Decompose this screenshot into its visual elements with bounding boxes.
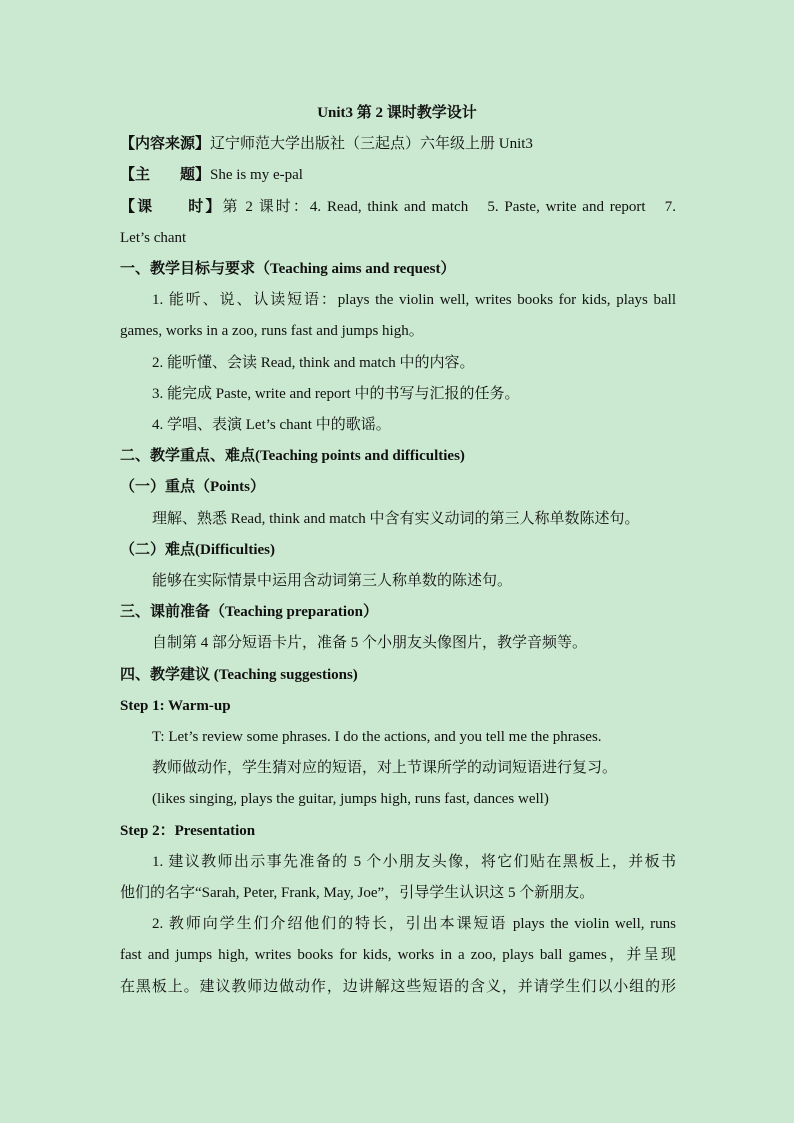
- step1-line1: T: Let’s review some phrases. I do the actions, and you tell me the phrases.: [152, 729, 602, 745]
- meta-period: [120, 197, 676, 217]
- meta-source: [120, 134, 676, 154]
- aim-2: 2. 能听懂、会读 Read, think and match 中的内容。: [152, 355, 475, 371]
- aim-1-line2: games, works in a zoo, runs fast and jumps high。: [120, 323, 424, 339]
- preparation-heading: 三、课前准备（Teaching preparation）: [120, 604, 378, 620]
- source-label: 【内容来源】: [120, 136, 211, 152]
- step2-p2-line1: 2. 教师向学生们介绍他们的特长，引出本课短语 plays the violin well, runs: [152, 916, 676, 932]
- aim-1-line1: 1. 能听、说、认读短语：plays the violin well, writes books for kids, plays ball: [152, 292, 676, 308]
- points-subheading: （一）重点（Points）: [120, 479, 266, 495]
- step2-p1-line1: 1. 建议教师出示事先准备的 5 个小朋友头像，将它们贴在黑板上，并板书: [152, 854, 676, 870]
- step1-line2: 教师做动作，学生猜对应的短语，对上节课所学的动词短语进行复习。: [152, 760, 618, 776]
- source-value: 辽宁师范大学出版社（三起点）六年级上册 Unit3: [210, 136, 533, 152]
- document-title: Unit3 第 2 课时教学设计: [317, 105, 477, 121]
- step1-line3: (likes singing, plays the guitar, jumps high, runs fast, dances well): [152, 791, 549, 807]
- preparation-text: 自制第 4 部分短语卡片，准备 5 个小朋友头像图片，教学音频等。: [152, 635, 588, 651]
- step2-p2-line2: fast and jumps high, writes books for kids, works in a zoo, plays ball games，并呈现: [120, 947, 676, 963]
- period-value-line1: 第 2 课时：4. Read, think and match 5. Paste, write and report 7.: [222, 199, 676, 215]
- topic-value: She is my e-pal: [210, 167, 303, 183]
- difficulties-subheading: （二）难点(Difficulties): [120, 542, 275, 558]
- period-label: 【课 时】: [120, 199, 223, 215]
- points-text: 理解、熟悉 Read, think and match 中含有实义动词的第三人称单数陈述句。: [152, 511, 640, 527]
- points-heading: 二、教学重点、难点(Teaching points and difficulties): [120, 448, 465, 464]
- aim-4: 4. 学唱、表演 Let’s chant 中的歌谣。: [152, 417, 391, 433]
- suggestions-heading: 四、教学建议 (Teaching suggestions): [120, 667, 358, 683]
- step2-heading: Step 2：Presentation: [120, 823, 256, 839]
- aim-3: 3. 能完成 Paste, write and report 中的书写与汇报的任务。: [152, 386, 520, 402]
- meta-topic: [120, 165, 676, 185]
- step2-p1-line2: 他们的名字“Sarah, Peter, Frank, May, Joe”，引导学生认识这 5 个新朋友。: [120, 885, 595, 901]
- step2-p2-line3: 在黑板上。建议教师边做动作，边讲解这些短语的含义，并请学生们以小组的形: [120, 979, 676, 995]
- topic-label: 【主 题】: [120, 167, 211, 183]
- meta-period-line2: Let’s chant: [120, 230, 187, 246]
- difficulties-text: 能够在实际情景中运用含动词第三人称单数的陈述句。: [152, 573, 513, 589]
- step1-heading: Step 1: Warm-up: [120, 698, 231, 714]
- aims-heading: 一、教学目标与要求（Teaching aims and request）: [120, 261, 456, 277]
